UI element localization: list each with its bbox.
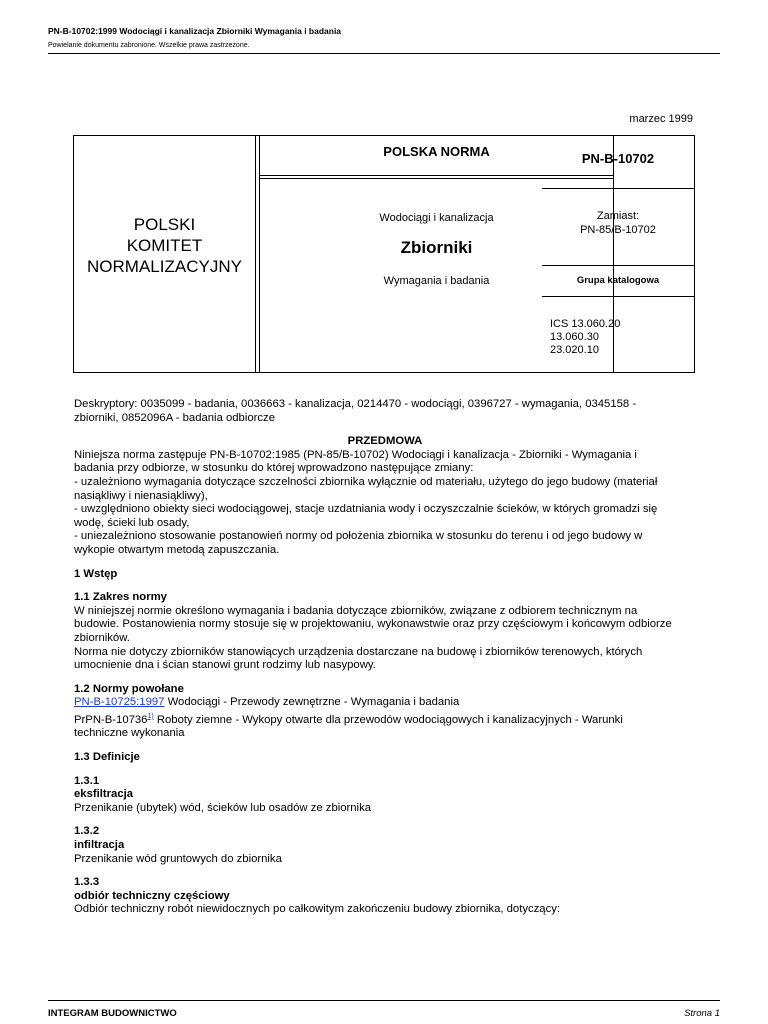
- definition-number: 1.3.3: [74, 876, 100, 889]
- title-table: [73, 135, 695, 373]
- section-heading: 1.3 Definicje: [74, 751, 140, 764]
- descriptors-line: zbiorniki, 0852096A - badania odbiorcze: [74, 411, 275, 424]
- foreword-line: - uwzględniono obiekty sieci wodociągowej, stacje uzdatniania wody i oczyszczalnie ścieków, w których gromadzi się: [74, 503, 658, 516]
- standard-subject: Wodociągi i kanalizacja: [379, 212, 494, 224]
- header-rule: [48, 53, 720, 54]
- standard-subtitle: Wymagania i badania: [383, 275, 490, 287]
- org-line-1: POLSKI: [133, 214, 196, 234]
- page-footer: [48, 1000, 720, 1019]
- section-heading: 1.2 Normy powołane: [74, 682, 184, 695]
- paragraph-line: W niniejszej normie określono wymagania i badania dotyczące zbiorników, związane z odbiorem technicznym na: [74, 604, 638, 617]
- definition-text: Przenikanie wód gruntowych do zbiornika: [74, 852, 282, 865]
- foreword-line: wykopie otwartym metodą zapuszczania.: [74, 543, 280, 556]
- foreword-line: - uniezależniono stosowanie postanowień normy od położenia zbiornika w stosunku do terenu i od jego budowy w: [74, 530, 643, 543]
- catalog-group-label: Grupa katalogowa: [542, 267, 694, 297]
- footer-page-number: Strona 1: [684, 1008, 720, 1019]
- footer-publisher: INTEGRAM BUDOWNICTWO: [48, 1008, 177, 1019]
- replaces-cell: [542, 190, 694, 266]
- foreword-line: wodę, ścieki lub osady,: [74, 516, 190, 529]
- definition-term: eksfiltracja: [74, 788, 134, 801]
- foreword-line: Niniejsza norma zastępuje PN-B-10702:1985 (PN-85/B-10702) Wodociągi i kanalizacja - Zbiorniki - Wymagania i: [74, 448, 637, 461]
- reference-title: Roboty ziemne - Wykopy otwarte dla przewodów wodociągowych i kanalizacyjnych - Warunki: [153, 713, 623, 726]
- page-header: [48, 26, 720, 49]
- paragraph-line: budowie. Postanowienia normy stosuje się w projektowaniu, wykonawstwie oraz przy częściowym i końcowym odbiorze: [74, 618, 672, 631]
- reference-line: [74, 696, 696, 710]
- reference-line: [74, 710, 696, 728]
- reference-code: PrPN-B-10736: [74, 713, 148, 726]
- definition-term: infiltracja: [74, 839, 125, 852]
- ics-code-3: 23.020.10: [550, 344, 599, 356]
- definition-number: 1.3.2: [74, 825, 100, 838]
- replaces-value: PN-85/B-10702: [580, 224, 656, 236]
- paragraph-line: umocnienie dna i ścian stanowi grunt rodzimy lub nasypowy.: [74, 659, 376, 672]
- descriptors-line: Deskryptory: 0035099 - badania, 0036663 - kanalizacja, 0214470 - wodociągi, 0396727 - wymagania, 0345158 -: [74, 398, 637, 410]
- ics-codes: [550, 318, 620, 357]
- header-notice: Powielanie dokumentu zabronione. Wszelkie prawa zastrzeżone.: [48, 42, 250, 49]
- reference-link[interactable]: PN-B-10725:1997: [74, 696, 165, 709]
- section-heading: 1.1 Zakres normy: [74, 591, 167, 604]
- foreword-title: PRZEDMOWA: [347, 435, 423, 448]
- organization-cell: [74, 136, 256, 372]
- definition-text: Odbiór techniczny robót niewidocznych po całkowitym zakończeniu budowy zbiornika, dotyczący:: [74, 903, 561, 916]
- ics-code-1: ICS 13.060.20: [550, 318, 621, 330]
- standard-heading: POLSKA NORMA: [260, 136, 613, 176]
- replaces-label: Zamiast:: [596, 210, 640, 222]
- foreword-line: badania przy odbiorze, w stosunku do której wprowadzono następujące zmiany:: [74, 462, 474, 475]
- header-title: PN-B-10702:1999 Wodociągi i kanalizacja Zbiorniki Wymagania i badania: [48, 26, 342, 36]
- foreword-line: nasiąkliwy i nienasiąkliwy),: [74, 489, 208, 502]
- org-line-2: KOMITET: [126, 235, 203, 255]
- standard-title: Zbiorniki: [400, 238, 473, 257]
- section-heading: 1 Wstęp: [74, 567, 118, 580]
- footnote-link[interactable]: 1): [147, 712, 154, 720]
- paragraph-line: Norma nie dotyczy zbiorników stanowiących urządzenia dostarczane na budowę i zbiorników terenowych, których: [74, 645, 643, 658]
- definition-text: Przenikanie (ubytek) wód, ścieków lub osadów ze zbiornika: [74, 801, 372, 814]
- standard-code: PN-B-10702: [542, 136, 694, 189]
- definition-term: odbiór techniczny częściowy: [74, 889, 230, 902]
- ics-code-2: 13.060.30: [550, 331, 599, 343]
- org-line-3: NORMALIZACYJNY: [87, 256, 242, 276]
- document-body: [74, 398, 696, 917]
- document-date: marzec 1999: [629, 113, 693, 125]
- foreword-line: - uzależniono wymagania dotyczące szczelności zbiornika wyłącznie od materiału, użytego do jego budowy (materiał: [74, 475, 658, 488]
- reference-title: Wodociągi - Przewody zewnętrzne - Wymagania i badania: [164, 696, 460, 709]
- footer-rule: [48, 1000, 720, 1001]
- paragraph-line: zbiorników.: [74, 631, 130, 644]
- definition-number: 1.3.1: [74, 774, 100, 787]
- reference-line: techniczne wykonania: [74, 727, 185, 740]
